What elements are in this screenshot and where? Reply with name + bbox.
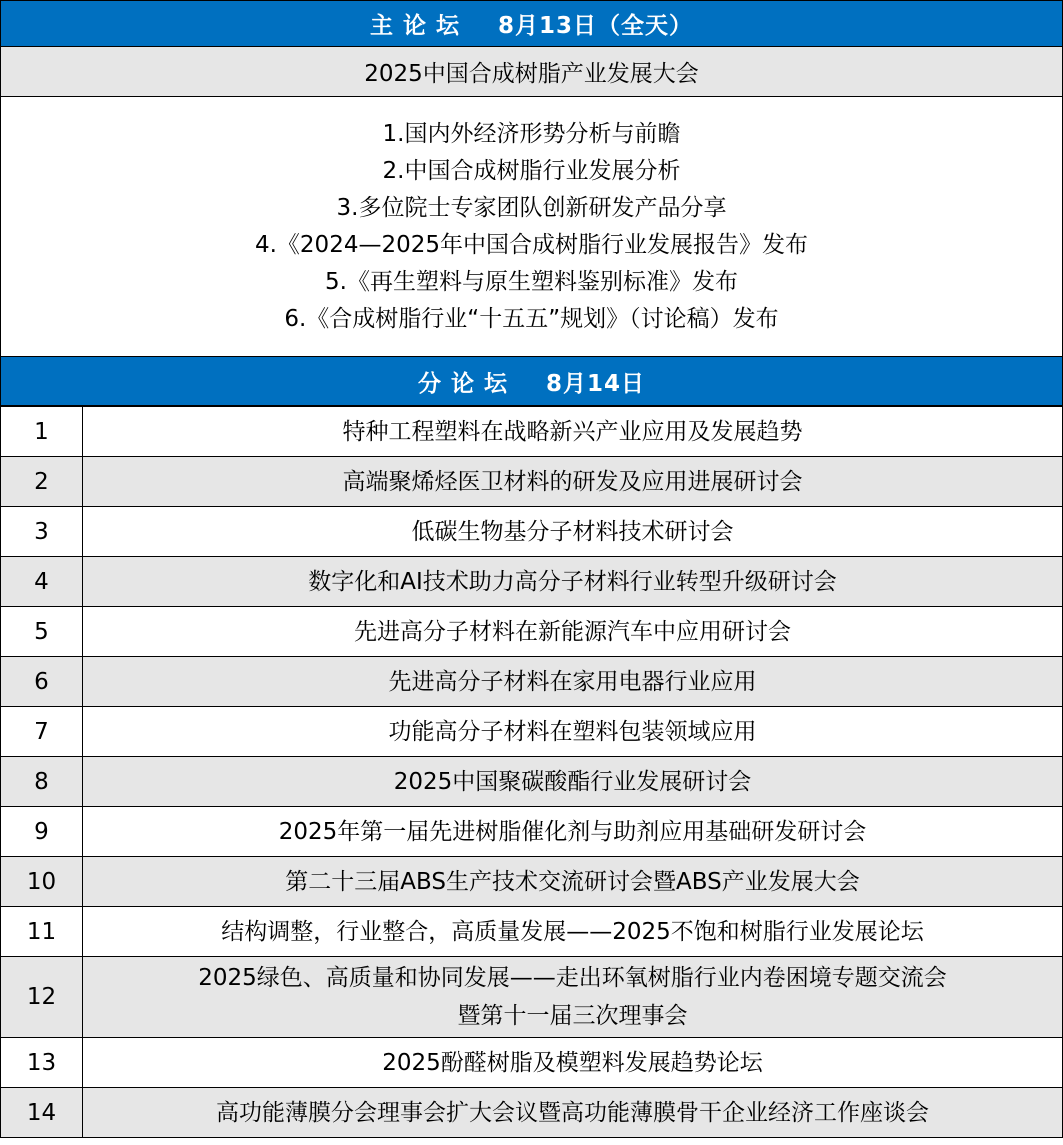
row-topic: 先进高分子材料在新能源汽车中应用研讨会 [354,618,791,645]
row-topic: 2025酚醛树脂及模塑料发展趋势论坛 [382,1049,763,1076]
row-topic: 特种工程塑料在战略新兴产业应用及发展趋势 [342,418,803,445]
row-number: 9 [1,807,83,856]
main-conference-title [0,47,1063,97]
row-number: 13 [1,1038,83,1087]
main-forum-agenda [0,97,1063,357]
row-number: 3 [1,507,83,556]
row-topic: 第二十三届ABS生产技术交流研讨会暨ABS产业发展大会 [285,868,860,895]
main-conference-title-text: 2025中国合成树脂产业发展大会 [364,61,699,87]
table-row [0,807,1063,857]
row-number: 2 [1,457,83,506]
row-number: 7 [1,707,83,756]
table-row [0,657,1063,707]
table-row [0,457,1063,507]
sub-forum-header [0,357,1063,407]
table-row [0,857,1063,907]
row-number: 11 [1,907,83,956]
row-topic: 2025年第一届先进树脂催化剂与助剂应用基础研发研讨会 [278,818,867,845]
row-number: 6 [1,657,83,706]
row-topic: 低碳生物基分子材料技术研讨会 [411,518,734,545]
table-row [0,957,1063,1038]
table-row [0,907,1063,957]
main-forum-header [0,0,1063,47]
main-forum-label: 主 论 坛 [369,13,460,39]
main-forum-date: 8月13日（全天） [498,13,694,39]
sub-forum-date: 8月14日 [546,370,646,397]
agenda-item: 5.《再生塑料与原生塑料鉴别标准》发布 [325,268,738,295]
row-number: 1 [1,407,83,456]
agenda-item: 4.《2024—2025年中国合成树脂行业发展报告》发布 [254,231,808,258]
row-topic: 先进高分子材料在家用电器行业应用 [388,668,757,695]
row-number: 10 [1,857,83,906]
row-topic: 结构调整，行业整合，高质量发展——2025不饱和树脂行业发展论坛 [221,918,924,945]
sub-forum-label: 分 论 坛 [417,370,508,397]
row-number: 12 [1,957,83,1037]
row-topic: 2025中国聚碳酸酯行业发展研讨会 [393,768,752,795]
table-row [0,1038,1063,1088]
row-number: 4 [1,557,83,606]
row-topic: 高功能薄膜分会理事会扩大会议暨高功能薄膜骨干企业经济工作座谈会 [216,1099,929,1126]
table-row [0,507,1063,557]
agenda-item: 6.《合成树脂行业“十五五”规划》（讨论稿）发布 [284,305,779,332]
table-row [0,757,1063,807]
row-number: 5 [1,607,83,656]
agenda-item: 1.国内外经济形势分析与前瞻 [382,120,681,147]
agenda-item: 3.多位院士专家团队创新研发产品分享 [336,194,727,221]
table-row [0,1088,1063,1138]
table-row [0,557,1063,607]
table-row [0,607,1063,657]
row-topic: 功能高分子材料在塑料包装领域应用 [388,718,757,745]
agenda-item: 2.中国合成树脂行业发展分析 [382,157,681,184]
row-topic: 数字化和AI技术助力高分子材料行业转型升级研讨会 [308,568,837,595]
row-topic: 高端聚烯烃医卫材料的研发及应用进展研讨会 [342,468,803,495]
row-topic: 2025绿色、高质量和协同发展——走出环氧树脂行业内卷困境专题交流会 暨第十一届三次理事会 [198,965,947,1029]
table-row [0,707,1063,757]
row-number: 14 [1,1088,83,1137]
row-number: 8 [1,757,83,806]
table-row [0,407,1063,457]
